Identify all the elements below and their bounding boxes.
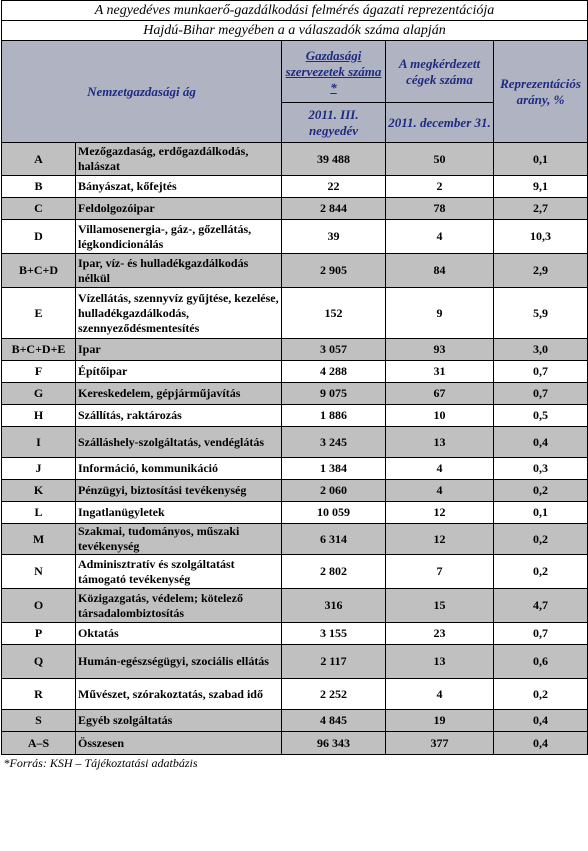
surveyed-count: 23 [386, 623, 494, 645]
orgs-count: 4 288 [282, 361, 386, 383]
table-row [2, 645, 588, 679]
sector-name: Információ, kommunikáció [76, 458, 282, 480]
surveyed-count: 84 [386, 254, 494, 288]
sector-name: Kereskedelem, gépjárműjavítás [76, 383, 282, 405]
sector-name: Szakmai, tudományos, műszaki tevékenység [76, 524, 282, 555]
ratio-value: 0,1 [494, 502, 588, 524]
orgs-count: 1 886 [282, 405, 386, 427]
surveyed-count: 4 [386, 679, 494, 710]
orgs-count: 3 245 [282, 427, 386, 458]
sector-name: Humán-egészségügyi, szociális ellátás [76, 645, 282, 679]
sector-name: Ingatlanügyletek [76, 502, 282, 524]
sector-code: L [2, 502, 76, 524]
sector-code: C [2, 198, 76, 220]
sector-code: Q [2, 645, 76, 679]
sector-code: M [2, 524, 76, 555]
table-row [2, 288, 588, 339]
sector-name: Villamosenergia-, gáz-, gőzellátás, légkondicionálás [76, 220, 282, 254]
representation-table-container [1, 0, 587, 772]
surveyed-count: 4 [386, 480, 494, 502]
orgs-count: 10 059 [282, 502, 386, 524]
surveyed-count: 93 [386, 339, 494, 361]
ratio-value: 3,0 [494, 339, 588, 361]
sector-code: N [2, 555, 76, 589]
table-row [2, 176, 588, 198]
table-row [2, 524, 588, 555]
header-surveyed: A megkérdezett cégek száma [386, 41, 494, 103]
sector-name: Közigazgatás, védelem; kötelező társadalombiztosítás [76, 589, 282, 623]
orgs-count: 316 [282, 589, 386, 623]
orgs-count: 2 802 [282, 555, 386, 589]
ratio-value: 0,2 [494, 480, 588, 502]
orgs-count: 4 845 [282, 710, 386, 732]
sector-code: D [2, 220, 76, 254]
table-row [2, 220, 588, 254]
sector-code: R [2, 679, 76, 710]
table-row [2, 679, 588, 710]
sector-code: S [2, 710, 76, 732]
table-row [2, 732, 588, 755]
ratio-value: 4,7 [494, 589, 588, 623]
surveyed-count: 10 [386, 405, 494, 427]
ratio-value: 0,4 [494, 732, 588, 755]
sector-code: E [2, 288, 76, 339]
sector-name: Adminisztratív és szolgáltatást támogató tevékenység [76, 555, 282, 589]
surveyed-count: 4 [386, 458, 494, 480]
table-body [2, 143, 588, 755]
sector-name: Ipar [76, 339, 282, 361]
sector-name: Szálláshely-szolgáltatás, vendéglátás [76, 427, 282, 458]
sector-code: G [2, 383, 76, 405]
table-row [2, 458, 588, 480]
orgs-count: 9 075 [282, 383, 386, 405]
surveyed-count: 4 [386, 220, 494, 254]
table-row [2, 710, 588, 732]
sector-name: Mezőgazdaság, erdőgazdálkodás, halászat [76, 143, 282, 176]
sector-name: Művészet, szórakoztatás, szabad idő [76, 679, 282, 710]
sector-code: B [2, 176, 76, 198]
representation-table [1, 0, 588, 772]
orgs-count: 96 343 [282, 732, 386, 755]
surveyed-count: 50 [386, 143, 494, 176]
sector-code: F [2, 361, 76, 383]
table-row [2, 383, 588, 405]
surveyed-count: 12 [386, 524, 494, 555]
ratio-value: 0,1 [494, 143, 588, 176]
sector-code: H [2, 405, 76, 427]
orgs-count: 39 488 [282, 143, 386, 176]
surveyed-count: 7 [386, 555, 494, 589]
surveyed-count: 9 [386, 288, 494, 339]
table-row [2, 480, 588, 502]
sector-code: P [2, 623, 76, 645]
sector-code: B+C+D [2, 254, 76, 288]
sector-name: Bányászat, kőfejtés [76, 176, 282, 198]
surveyed-count: 15 [386, 589, 494, 623]
header-ratio: Reprezentációs arány, % [494, 41, 588, 143]
ratio-value: 0,6 [494, 645, 588, 679]
sector-name: Ipar, víz- és hulladékgazdálkodás nélkül [76, 254, 282, 288]
sector-name: Oktatás [76, 623, 282, 645]
surveyed-count: 78 [386, 198, 494, 220]
header-orgs: Gazdasági szervezetek száma * [282, 41, 386, 103]
surveyed-count: 13 [386, 427, 494, 458]
table-row [2, 589, 588, 623]
orgs-count: 2 905 [282, 254, 386, 288]
orgs-count: 3 155 [282, 623, 386, 645]
sector-name: Egyéb szolgáltatás [76, 710, 282, 732]
table-row [2, 143, 588, 176]
sector-code: I [2, 427, 76, 458]
surveyed-count: 67 [386, 383, 494, 405]
orgs-count: 2 060 [282, 480, 386, 502]
sector-name: Pénzügyi, biztosítási tevékenység [76, 480, 282, 502]
table-row [2, 361, 588, 383]
table-title-line-2: Hajdú-Bihar megyében a a válaszadók száma alapján [2, 21, 588, 41]
ratio-value: 0,3 [494, 458, 588, 480]
orgs-count: 2 117 [282, 645, 386, 679]
ratio-value: 5,9 [494, 288, 588, 339]
header-surveyed-sub: 2011. december 31. [386, 103, 494, 143]
footnote: *Forrás: KSH – Tájékoztatási adatbázis [2, 755, 588, 773]
ratio-value: 2,7 [494, 198, 588, 220]
sector-name: Építőipar [76, 361, 282, 383]
table-row [2, 555, 588, 589]
surveyed-count: 12 [386, 502, 494, 524]
ratio-value: 0,2 [494, 679, 588, 710]
table-title-line-1: A negyedéves munkaerő-gazdálkodási felmérés ágazati reprezentációja [2, 1, 588, 21]
sector-code: A [2, 143, 76, 176]
orgs-count: 22 [282, 176, 386, 198]
orgs-count: 2 844 [282, 198, 386, 220]
sector-code: O [2, 589, 76, 623]
sector-code: K [2, 480, 76, 502]
ratio-value: 0,5 [494, 405, 588, 427]
ratio-value: 0,7 [494, 383, 588, 405]
ratio-value: 0,7 [494, 623, 588, 645]
table-row [2, 254, 588, 288]
ratio-value: 0,2 [494, 524, 588, 555]
ratio-value: 2,9 [494, 254, 588, 288]
sector-name: Vízellátás, szennyvíz gyűjtése, kezelése, hulladékgazdálkodás, szennyeződésmentesítés [76, 288, 282, 339]
ratio-value: 9,1 [494, 176, 588, 198]
sector-code: J [2, 458, 76, 480]
sector-name: Összesen [76, 732, 282, 755]
orgs-count: 152 [282, 288, 386, 339]
ratio-value: 0,4 [494, 427, 588, 458]
orgs-count: 2 252 [282, 679, 386, 710]
surveyed-count: 377 [386, 732, 494, 755]
sector-name: Szállítás, raktározás [76, 405, 282, 427]
sector-code: B+C+D+E [2, 339, 76, 361]
header-orgs-sub: 2011. III. negyedév [282, 103, 386, 143]
surveyed-count: 31 [386, 361, 494, 383]
sector-code: A–S [2, 732, 76, 755]
table-row [2, 502, 588, 524]
table-row [2, 339, 588, 361]
ratio-value: 0,2 [494, 555, 588, 589]
orgs-count: 39 [282, 220, 386, 254]
ratio-value: 0,4 [494, 710, 588, 732]
surveyed-count: 2 [386, 176, 494, 198]
surveyed-count: 13 [386, 645, 494, 679]
orgs-count: 3 057 [282, 339, 386, 361]
table-row [2, 405, 588, 427]
orgs-count: 1 384 [282, 458, 386, 480]
surveyed-count: 19 [386, 710, 494, 732]
ratio-value: 0,7 [494, 361, 588, 383]
table-row [2, 427, 588, 458]
table-row [2, 623, 588, 645]
header-sector: Nemzetgazdasági ág [2, 41, 282, 143]
orgs-count: 6 314 [282, 524, 386, 555]
table-row [2, 198, 588, 220]
ratio-value: 10,3 [494, 220, 588, 254]
sector-name: Feldolgozóipar [76, 198, 282, 220]
